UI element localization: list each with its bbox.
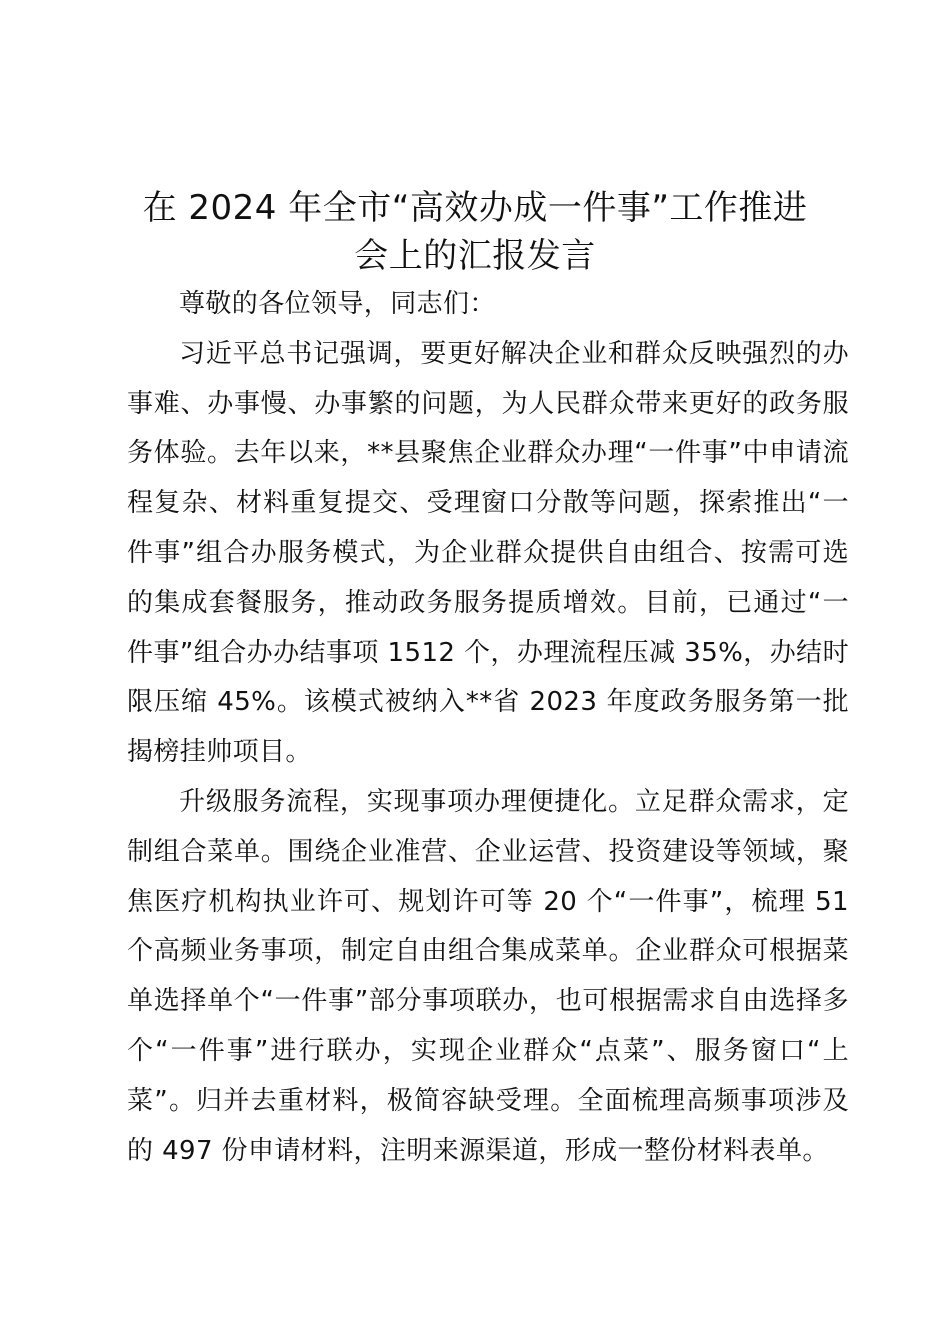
document-body xyxy=(127,280,849,1176)
title-line-1: 在 2024 年全市“高效办成一件事”工作推进 xyxy=(142,188,808,228)
greeting: 尊敬的各位领导，同志们： xyxy=(179,289,496,319)
document-title xyxy=(100,184,850,280)
paragraph-2: 升级服务流程，实现事项办理便捷化。立足群众需求，定制组合菜单。围绕企业准营、企业运营、投资建设等领域，聚焦医疗机构执业许可、规划许可等 20 个“一件事”，梳理 51 个高频业务事项，制定自由组合集成菜单。企业群众可根据菜单选择单个“一件事”部分事项联办，也可根据需求自由选择多个“一件事”进行联办，实现企业群众“点菜”、服务窗口“上菜”。归并去重材料，极简容缺受理。全面梳理高频事项涉及的 497 份申请材料，注明来源渠道，形成一整份材料表单。 xyxy=(127,786,849,1166)
paragraph-1: 习近平总书记强调，要更好解决企业和群众反映强烈的办事难、办事慢、办事繁的问题，为人民群众带来更好的政务服务体验。去年以来，**县聚焦企业群众办理“一件事”中申请流程复杂、材料重复提交、受理窗口分散等问题，探索推出“一件事”组合办服务模式，为企业群众提供自由组合、按需可选的集成套餐服务，推动政务服务提质增效。目前，已通过“一件事”组合办办结事项 1512 个，办理流程压减 35%，办结时限压缩 45%。该模式被纳入**省 2023 年度政务服务第一批揭榜挂帅项目。 xyxy=(127,338,849,768)
title-line-2: 会上的汇报发言 xyxy=(354,236,596,276)
